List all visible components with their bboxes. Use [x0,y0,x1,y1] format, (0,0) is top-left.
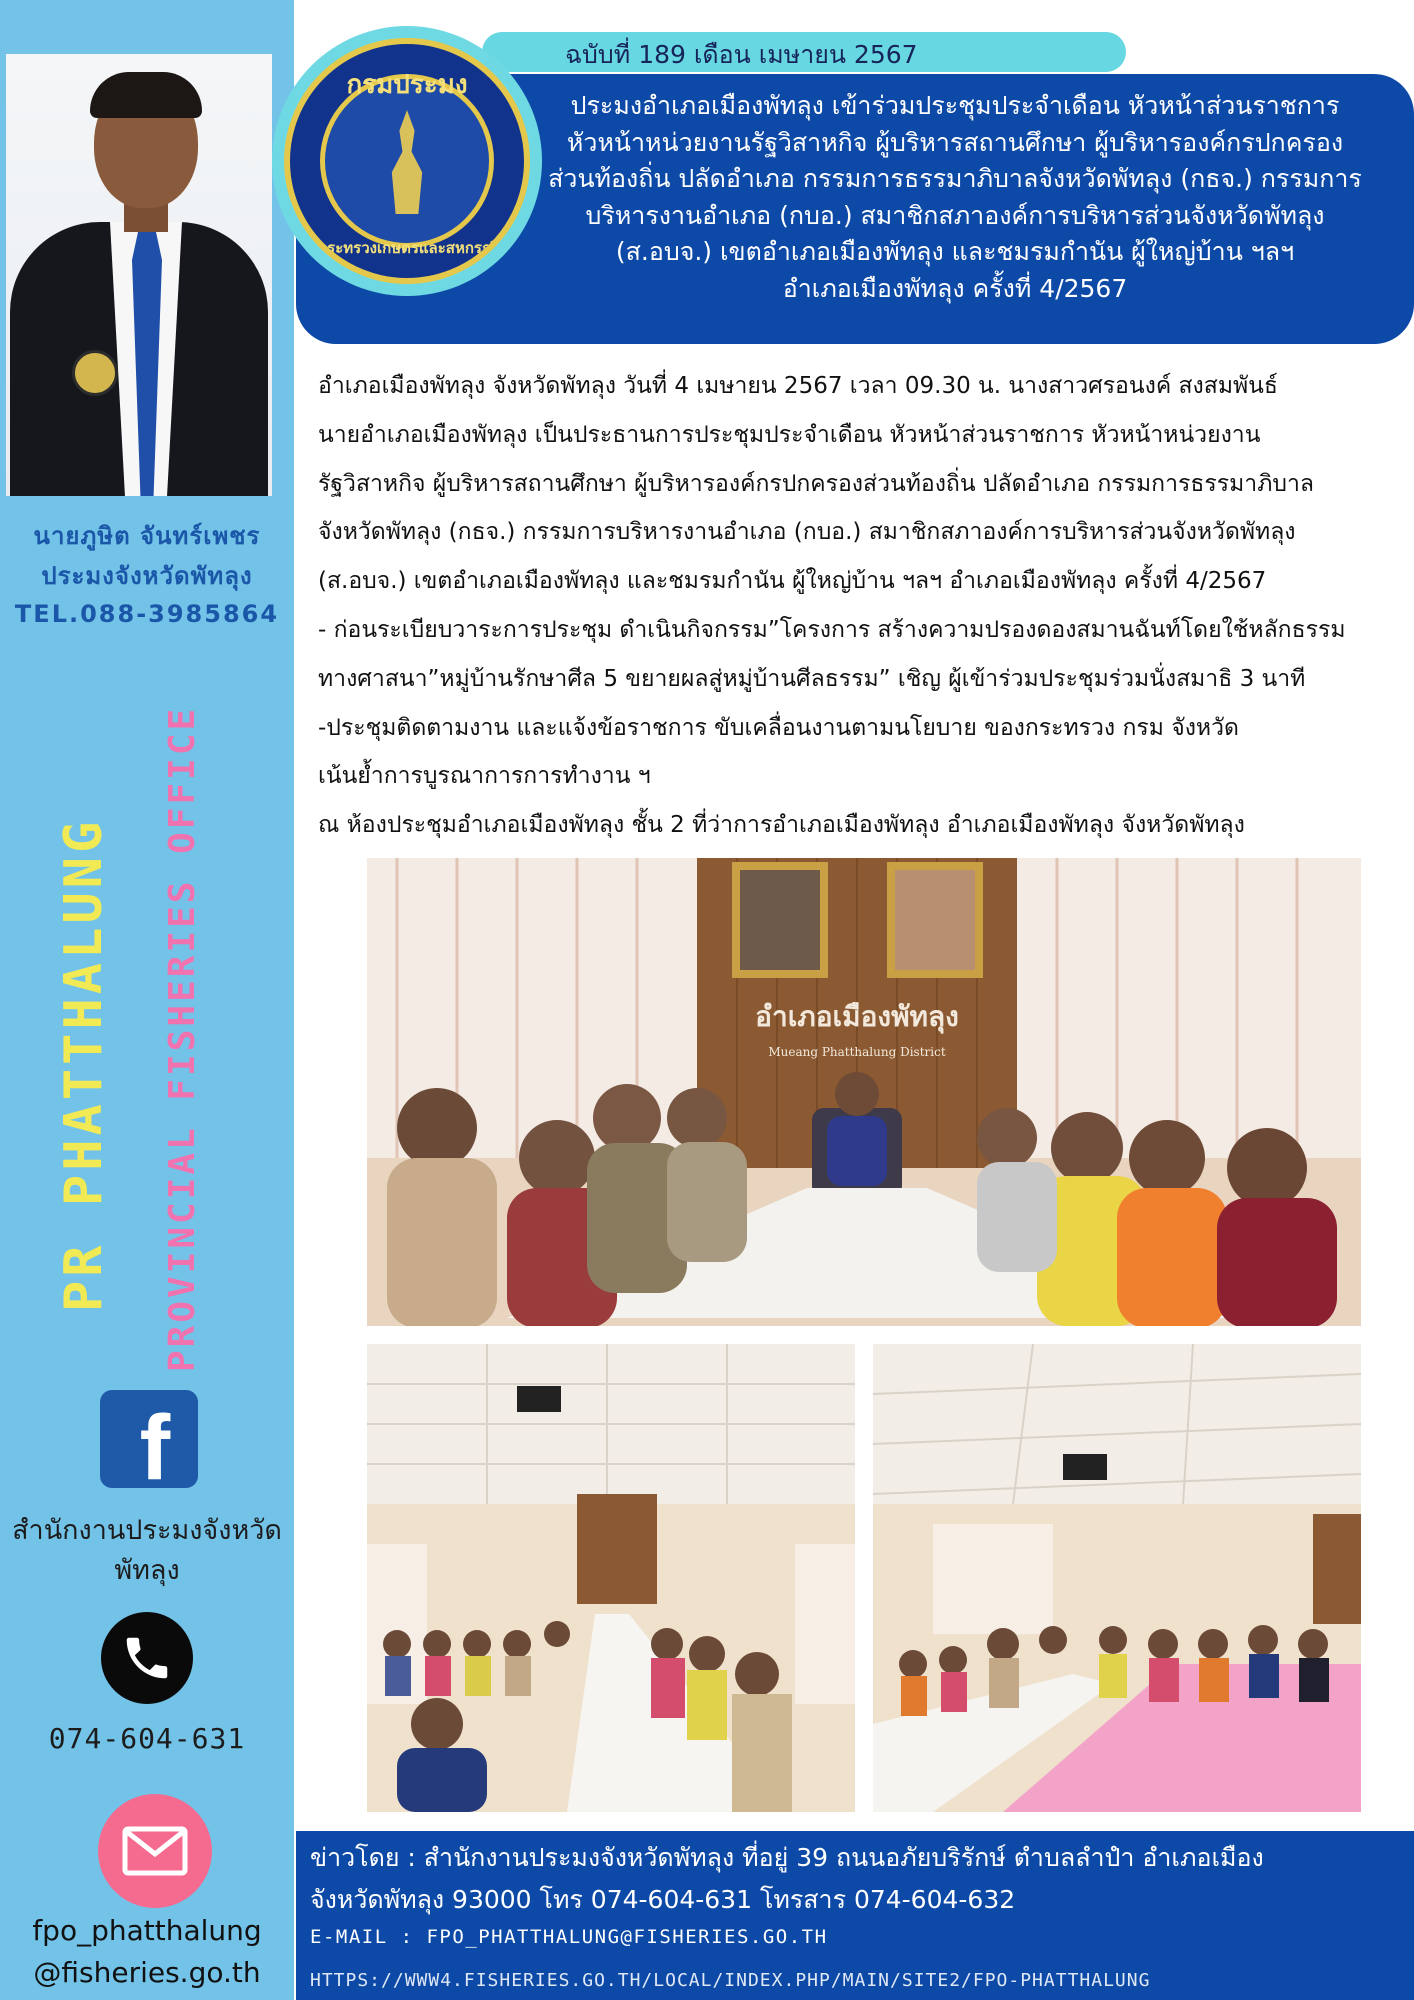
footer-email[interactable]: E-MAIL : FPO_PHATTHALUNG@FISHERIES.GO.TH [310,1926,828,1948]
person-portrait [6,54,272,496]
body-line: -ประชุมติดตามงาน และแจ้งข้อราชการ ขับเคลื่อนงานตามนโยบาย ของกระทรวง กรม จังหวัด [318,714,1239,741]
district-sign-en: Mueang Phatthalung District [768,1045,946,1059]
email-address[interactable]: fpo_phatthalung [32,1914,262,1947]
meeting-photo-main [367,858,1361,1326]
headline-line: (ส.อบจ.) เขตอำเภอเมืองพัทลุง และชมรมกำนัน ผู้ใหญ่บ้าน ฯลฯ [615,237,1295,266]
body-line: เน้นย้ำการบูรณาการการทำงาน ฯ [318,763,651,790]
meeting-photo-left [367,1344,855,1812]
logo-text-top: กรมประมง [346,70,468,100]
footer-credit: ข่าวโดย : สำนักงานประมงจังหวัดพัทลุง ที่อยู่ 39 ถนนอภัยบริรักษ์ ตำบลลำปำ อำเภอเมือง [310,1843,1264,1872]
body-line: ทางศาสนา”หมู่บ้านรักษาศีล 5 ขยายผลสู่หมู่บ้านศีลธรรม” เชิญ ผู้เข้าร่วมประชุมร่วมนั่งสมาธิ 3 นาที [318,665,1306,692]
headline-line: ประมงอำเภอเมืองพัทลุง เข้าร่วมประชุมประจำเดือน หัวหน้าส่วนราชการ [570,91,1340,120]
headline-line: อำเภอเมืองพัทลุง ครั้งที่ 4/2567 [782,273,1128,303]
issue-label: ฉบับที่ 189 เดือน เมษายน 2567 [565,40,918,69]
body-line: (ส.อบจ.) เขตอำเภอเมืองพัทลุง และชมรมกำนัน ผู้ใหญ่บ้าน ฯลฯ อำเภอเมืองพัทลุง ครั้งที่ 4/2567 [318,568,1267,595]
body-line: รัฐวิสาหกิจ ผู้บริหารสถานศึกษา ผู้บริหารองค์กรปกครองส่วนท้องถิ่น ปลัดอำเภอ กรรมการธรรมาภิบาล [318,470,1314,497]
headline-line: บริหารงานอำเภอ (กบอ.) สมาชิกสภาองค์การบริหารส่วนจังหวัดพัทลุง [585,200,1325,230]
sidebar [0,0,294,2000]
headline-line: หัวหน้าหน่วยงานรัฐวิสาหกิจ ผู้บริหารสถานศึกษา ผู้บริหารองค์กรปกครอง [566,127,1344,157]
headline [520,88,1390,307]
person-name: นายภูษิต จันทร์เพชร [33,522,261,550]
department-logo [272,26,542,296]
body-line: อำเภอเมืองพัทลุง จังหวัดพัทลุง วันที่ 4 เมษายน 2567 เวลา 09.30 น. นางสาวศรอนงค์ สงสมพันธ์ [318,373,1278,399]
office-vertical-title: PROVINCIAL FISHERIES OFFICE [162,705,203,1372]
footer-contact: จังหวัดพัทลุง 93000 โทร 074-604-631 โทรสาร 074-604-632 [310,1885,1016,1914]
body-line: จังหวัดพัทลุง (กธจ.) กรรมการบริหารงานอำเภอ (กบอ.) สมาชิกสภาองค์การบริหารส่วนจังหวัดพัทลุง [318,519,1296,546]
facebook-icon[interactable]: f [100,1390,198,1488]
logo-text-bottom: กระทรวงเกษตรและสหกรณ์ [318,239,496,257]
body-line: นายอำเภอเมืองพัทลุง เป็นประธานการประชุมประจำเดือน หัวหน้าส่วนราชการ หัวหน้าหน่วยงาน [318,421,1261,448]
office-name: สำนักงานประมงจังหวัด [12,1515,282,1546]
office-name-cont: พัทลุง [114,1555,180,1586]
phone-icon[interactable] [101,1612,193,1704]
office-phone: 074-604-631 [48,1722,246,1755]
mail-icon[interactable] [98,1794,212,1908]
person-tel: TEL.088-3985864 [14,600,280,628]
district-sign: อำเภอเมืองพัทลุง [755,1000,959,1033]
article-body [318,362,1402,850]
person-title: ประมงจังหวัดพัทลุง [41,562,253,590]
footer-url[interactable]: HTTPS://WWW4.FISHERIES.GO.TH/LOCAL/INDEX.PHP/MAIN/SITE2/FPO-PHATTHALUNG [310,1970,1151,1991]
pr-vertical-title: PR PHATTHALUNG [54,817,114,1312]
meeting-photo-right [873,1344,1361,1812]
email-domain[interactable]: @fisheries.go.th [33,1956,261,1989]
headline-line: ส่วนท้องถิ่น ปลัดอำเภอ กรรมการธรรมาภิบาลจังหวัดพัทลุง (กธจ.) กรรมการ [548,164,1362,193]
body-line: ณ ห้องประชุมอำเภอเมืองพัทลุง ชั้น 2 ที่ว่าการอำเภอเมืองพัทลุง อำเภอเมืองพัทลุง จังหวัดพัทลุง [318,812,1245,839]
body-line: - ก่อนระเบียบวาระการประชุม ดำเนินกิจกรรม”โครงการ สร้างความปรองดองสมานฉันท์โดยใช้หลักธรรม [318,616,1346,643]
